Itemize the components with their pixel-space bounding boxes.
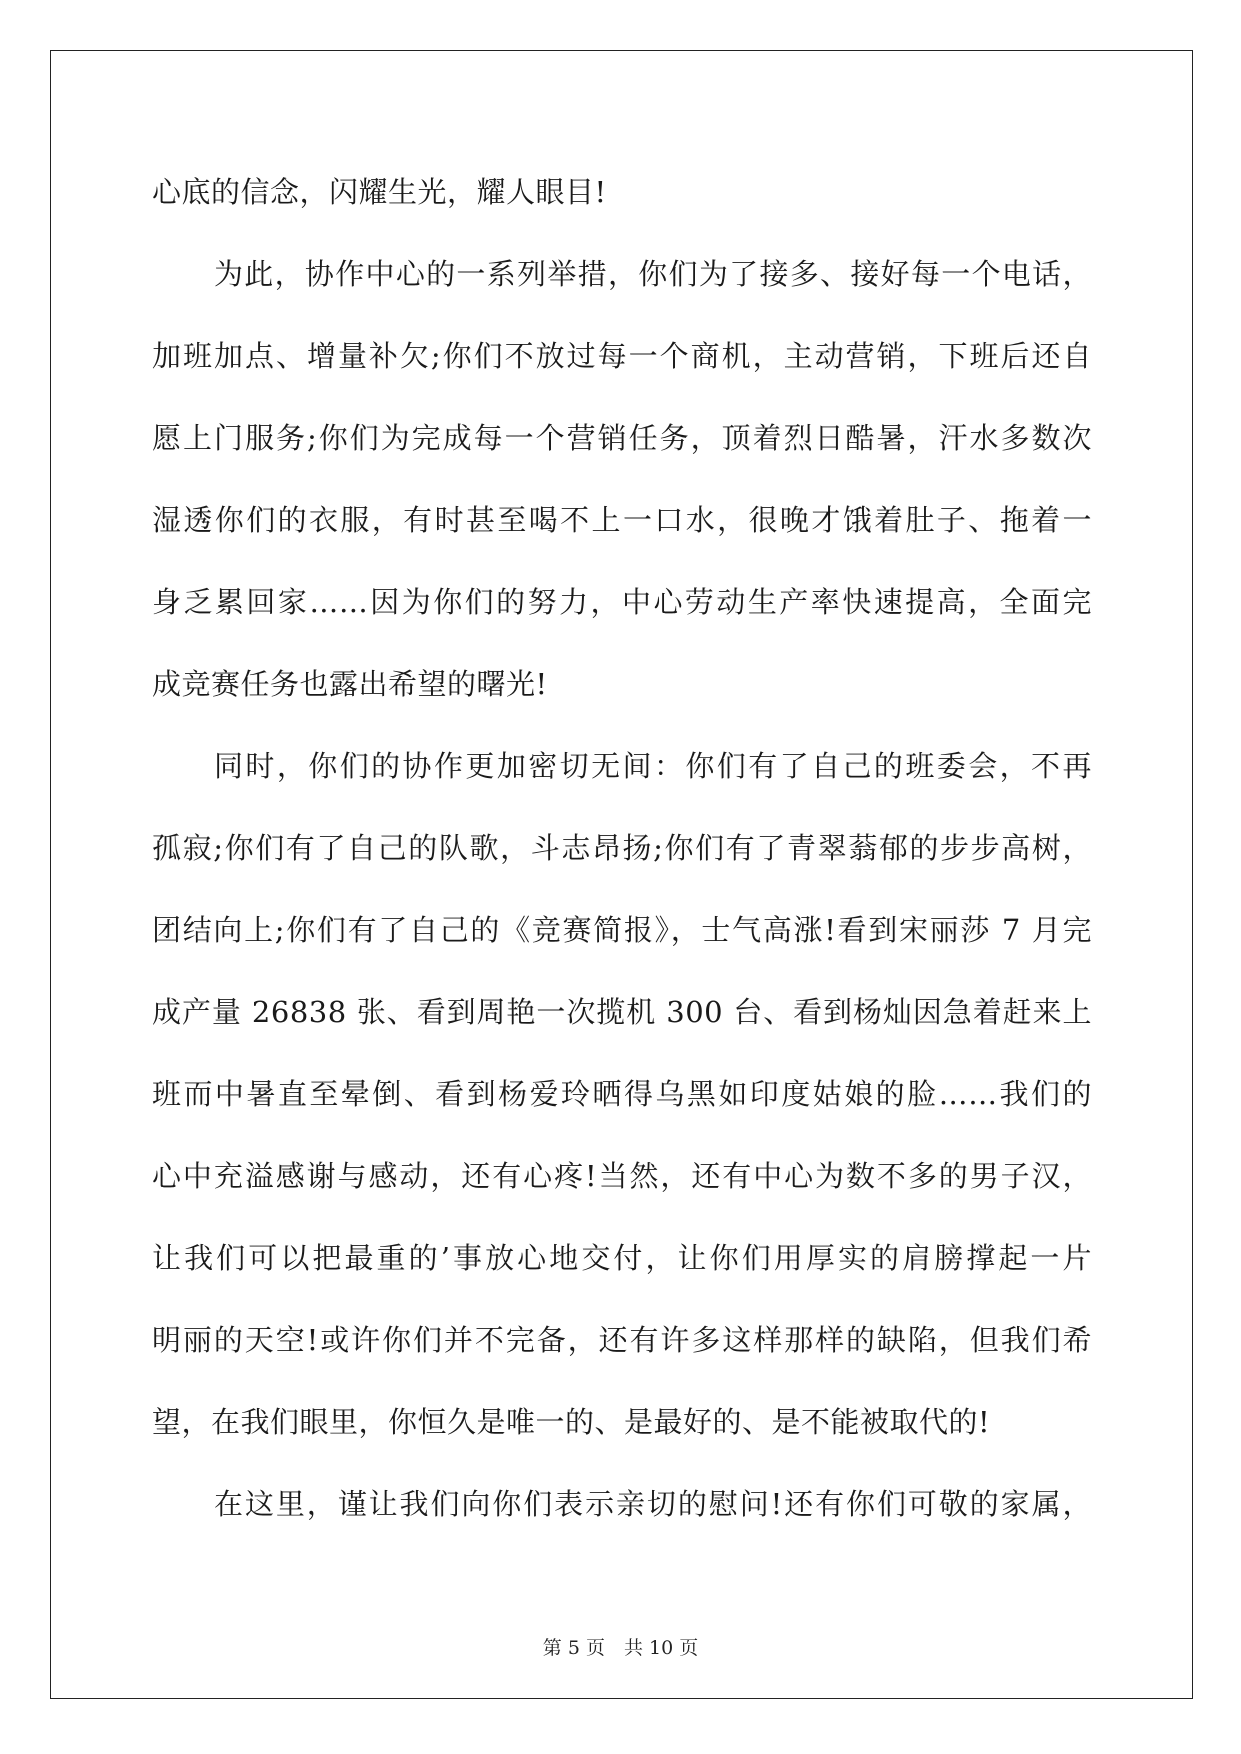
text-line: 明丽的天空!或许你们并不完备，还有许多这样那样的缺陷，但我们希 bbox=[152, 1323, 1092, 1357]
paragraph-first-line: 在这里，谨让我们向你们表示亲切的慰问!还有你们可敬的家属， bbox=[214, 1487, 1092, 1521]
text-line: 心中充溢感谢与感动，还有心疼!当然，还有中心为数不多的男子汉， bbox=[152, 1159, 1092, 1193]
text-line: 身乏累回家……因为你们的努力，中心劳动生产率快速提高，全面完 bbox=[152, 585, 1092, 619]
paragraph-first-line: 为此，协作中心的一系列举措，你们为了接多、接好每一个电话， bbox=[214, 257, 1092, 291]
text-line: 成产量 26838 张、看到周艳一次揽机 300 台、看到杨灿因急着赶来上 bbox=[152, 995, 1092, 1029]
text-line: 团结向上;你们有了自己的《竞赛简报》，士气高涨!看到宋丽莎 7 月完 bbox=[152, 913, 1092, 947]
paragraph-first-line: 同时，你们的协作更加密切无间：你们有了自己的班委会，不再 bbox=[214, 749, 1092, 783]
text-line: 心底的信念，闪耀生光，耀人眼目! bbox=[152, 175, 607, 209]
text-line: 湿透你们的衣服，有时甚至喝不上一口水，很晚才饿着肚子、拖着一 bbox=[152, 503, 1092, 537]
page-number-footer: 第 5 页 共 10 页 bbox=[542, 1637, 699, 1659]
text-line: 成竞赛任务也露出希望的曙光! bbox=[152, 667, 548, 701]
text-line: 愿上门服务;你们为完成每一个营销任务，顶着烈日酷暑，汗水多数次 bbox=[152, 421, 1092, 455]
document-body bbox=[152, 164, 1092, 1558]
text-line: 孤寂;你们有了自己的队歌，斗志昂扬;你们有了青翠蓊郁的步步高树， bbox=[152, 831, 1092, 865]
text-line: 望，在我们眼里，你恒久是唯一的、是最好的、是不能被取代的! bbox=[152, 1405, 991, 1439]
text-line: 加班加点、增量补欠;你们不放过每一个商机，主动营销，下班后还自 bbox=[152, 339, 1092, 373]
text-line: 让我们可以把最重的’事放心地交付，让你们用厚实的肩膀撑起一片 bbox=[152, 1241, 1092, 1275]
text-line: 班而中暑直至晕倒、看到杨爱玲晒得乌黑如印度姑娘的脸……我们的 bbox=[152, 1077, 1092, 1111]
